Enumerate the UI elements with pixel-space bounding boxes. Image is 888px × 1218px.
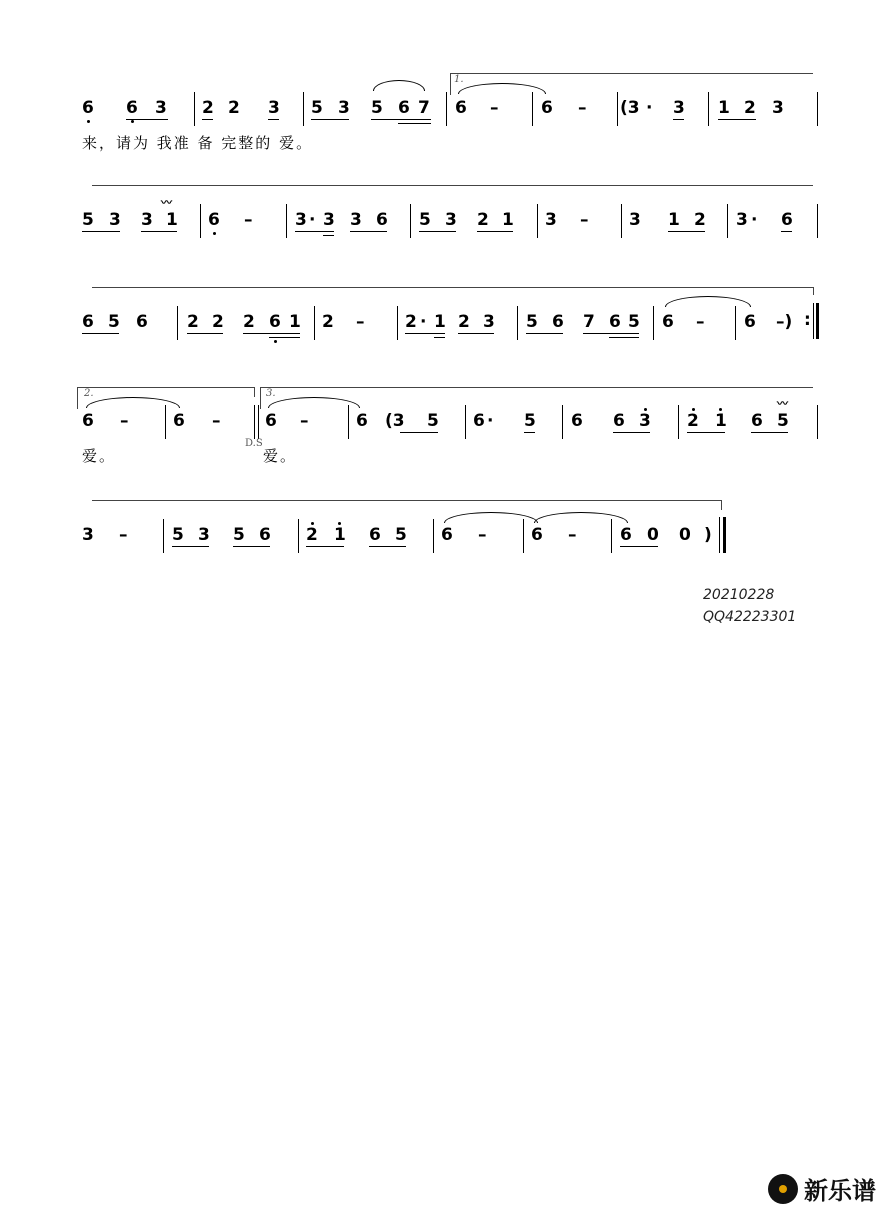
volta-3-label: 3. [266,388,276,399]
dash: – [212,411,221,431]
note: 5 [524,411,536,431]
volta-3-edge [260,387,261,409]
note: 3 [141,210,153,230]
underline [526,333,563,334]
note: 6 [662,312,674,332]
barline [314,306,315,340]
note: 2 [687,411,699,431]
underline [369,546,406,547]
note: 5 [628,312,640,332]
note: 2 [212,312,224,332]
barline [177,306,178,340]
note: 3 [673,98,685,118]
underline [668,231,705,232]
note: (3 [620,98,640,118]
barline [817,92,818,126]
low-octave-dot [131,120,134,123]
note: 5 [172,525,184,545]
underline [82,231,120,232]
note: 5 [82,210,94,230]
note: 3 [545,210,557,230]
dash: – [120,411,129,431]
note: (3 [385,411,405,431]
note: 3 [155,98,167,118]
note: 1 [668,210,680,230]
underline [613,432,650,433]
note: 3 [198,525,210,545]
note: 6 [82,411,94,431]
barline [735,306,736,340]
barline [817,204,818,238]
volta-2-edge [77,387,78,409]
note: 6 [571,411,583,431]
note: 1 [289,312,301,332]
barline [537,204,538,238]
note: 3 [639,411,651,431]
dash: – [490,98,499,118]
aug-dot: · [751,210,758,230]
slur [373,80,425,91]
underline [306,546,344,547]
note: 6 [541,98,553,118]
note: 3 [350,210,362,230]
underline [268,119,279,120]
logo-text: 新乐谱 [804,1177,876,1205]
lyrics: 爱。 [82,447,117,465]
dash: – [578,98,587,118]
note: 2 [322,312,334,332]
aug-dot: · [646,98,653,118]
tie [534,512,628,523]
note: 6 [369,525,381,545]
underline [583,333,639,334]
volta-1-line [450,73,813,74]
barline [708,92,709,126]
note: 7 [418,98,430,118]
barline [517,306,518,340]
paren: ) [704,525,712,545]
barline [410,204,411,238]
note: 1 [166,210,178,230]
note: 2 [477,210,489,230]
barline [165,405,166,439]
underline [311,119,349,120]
aug-dot: · [309,210,316,230]
barline [678,405,679,439]
repeat-thin-bar [813,303,814,339]
note: 1 [334,525,346,545]
barline [397,306,398,340]
note: 2 [694,210,706,230]
note: 2 [306,525,318,545]
note: 2 [405,312,417,332]
underline [781,231,792,232]
low-octave-dot [274,340,277,343]
underline [172,546,209,547]
note: 3 [483,312,495,332]
barline [727,204,728,238]
barline [817,405,818,439]
volta-2-label: 2. [84,388,94,399]
note: 3 [338,98,350,118]
note: 2 [228,98,240,118]
barline [611,519,612,553]
note: 3 [736,210,748,230]
underline [718,119,756,120]
note: 5 [395,525,407,545]
note: 1 [715,411,727,431]
note: 6 [552,312,564,332]
lyrics: 爱。 [263,447,298,465]
note: 3 [445,210,457,230]
barline [298,519,299,553]
volta-3-line [260,387,813,388]
barline [348,405,349,439]
note: 5 [419,210,431,230]
underline [400,432,438,433]
barline [446,92,447,126]
underline [751,432,788,433]
underline [371,119,431,120]
low-octave-dot [213,232,216,235]
repeat-thick-bar [816,303,819,339]
underline [202,119,213,120]
high-octave-dot [692,408,695,411]
note: 7 [583,312,595,332]
mordent-mark: 〰 [777,397,786,410]
volta-1-edge [450,73,451,95]
dash: – [244,210,253,230]
barline [523,519,524,553]
underline [233,546,270,547]
barline [194,92,195,126]
dash: – [300,411,309,431]
barline [163,519,164,553]
note: 6 [208,210,220,230]
ds-marker: D.S [245,438,263,449]
note: 6 [531,525,543,545]
note: 5 [233,525,245,545]
note: 6 [620,525,632,545]
note: 6 [356,411,368,431]
staff-rule [92,287,813,288]
note: 1 [718,98,730,118]
barline [562,405,563,439]
note: 5 [108,312,120,332]
underline [350,231,387,232]
underline [477,231,513,232]
note: 6 [136,312,148,332]
note: 5 [427,411,439,431]
note: 6 [126,98,138,118]
site-logo[interactable] [768,1171,876,1206]
note: 3 [295,210,307,230]
barline [653,306,654,340]
barline [433,519,434,553]
barline [200,204,201,238]
final-bar-thick [723,517,726,553]
underline [609,337,639,338]
note: 6 [82,98,94,118]
underline [673,119,684,120]
low-octave-dot [87,120,90,123]
note: 2 [744,98,756,118]
repeat-dots: : [804,310,811,330]
barline [286,204,287,238]
note: 0 [647,525,659,545]
high-octave-dot [338,522,341,525]
note: 6 [173,411,185,431]
underline [434,337,445,338]
note: 2 [187,312,199,332]
high-octave-dot [644,408,647,411]
underline [82,333,119,334]
volta-2-end [254,387,255,397]
barline [621,204,622,238]
note: 6 [744,312,756,332]
high-octave-dot [311,522,314,525]
note: 3 [268,98,280,118]
final-bar-thin [719,517,720,553]
dash: – [478,525,487,545]
note: 6 [751,411,763,431]
staff-rule-end [813,287,814,295]
barline [465,405,466,439]
note: 6 [781,210,793,230]
note: 6 [609,312,621,332]
underline [187,333,223,334]
staff-rule [92,500,721,501]
staff-rule-end [721,500,722,510]
underline [405,333,445,334]
note: 6 [376,210,388,230]
dash-paren: –) [776,312,793,332]
barline [617,92,618,126]
dash: – [696,312,705,332]
note: 3 [323,210,335,230]
note: 5 [311,98,323,118]
volta-1-label: 1. [454,74,464,85]
note: 2 [202,98,214,118]
note: 1 [502,210,514,230]
dash: – [580,210,589,230]
note: 6 [455,98,467,118]
tie [665,296,751,307]
record-icon [768,1174,798,1204]
mordent-mark: 〰 [161,196,170,209]
note: 5 [371,98,383,118]
aug-dot: · [420,312,427,332]
barline [532,92,533,126]
underline [620,546,658,547]
note: 2 [243,312,255,332]
lyrics: 来，请为 我准 备 完整的 爱。 [82,134,314,152]
dash: – [119,525,128,545]
dash: – [568,525,577,545]
note: 2 [458,312,470,332]
note: 6 [265,411,277,431]
underline [295,231,334,232]
underline [524,432,535,433]
note: 6 [441,525,453,545]
underline [398,123,431,124]
high-octave-dot [719,408,722,411]
dash: – [356,312,365,332]
note: 6 [473,411,485,431]
underline [419,231,456,232]
note: 6 [398,98,410,118]
note: 3 [772,98,784,118]
note: 6 [269,312,281,332]
note: 6 [613,411,625,431]
underline [458,333,494,334]
double-bar-thin [258,405,259,439]
double-bar-thin [254,405,255,439]
underline [269,337,300,338]
note: 1 [434,312,446,332]
underline [126,119,168,120]
barline [303,92,304,126]
note: 3 [82,525,94,545]
note: 3 [109,210,121,230]
note: 6 [82,312,94,332]
aug-dot: · [487,411,494,431]
note: 5 [777,411,789,431]
underline [323,235,334,236]
note: 5 [526,312,538,332]
underline [687,432,725,433]
underline [141,231,177,232]
volta-2-line [77,387,254,388]
staff-rule [92,185,813,186]
underline [243,333,300,334]
note: 3 [629,210,641,230]
date-stamp: 20210228 [703,587,775,603]
note: 6 [259,525,271,545]
qq-number: QQ42223301 [703,609,797,625]
note: 0 [679,525,691,545]
tie [268,397,360,408]
